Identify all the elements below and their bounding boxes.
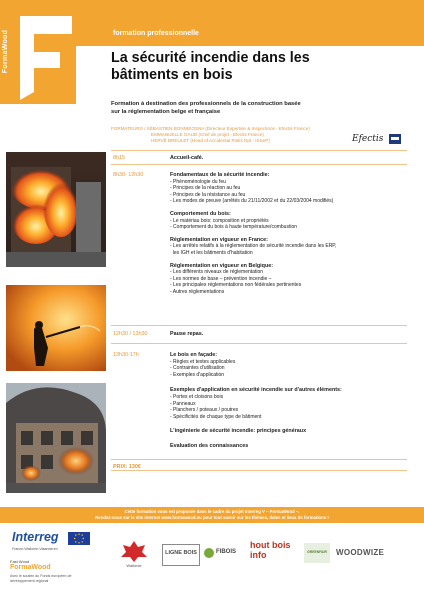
price: PRIX: 130€ <box>113 464 141 470</box>
block-item: - Les arrêtés relatifs à la réglementation de sécurité incendie dans les ERP, <box>170 243 337 250</box>
formawood-f-logo <box>0 0 76 104</box>
block-item: - Comportement du bois à haute température/combustion <box>170 224 298 231</box>
fw-logo-name: FormaWood <box>10 564 51 571</box>
hout-bois-text: hout bois info <box>250 540 291 560</box>
divider-1 <box>111 164 407 165</box>
schedule-time: 8h15 <box>113 155 125 161</box>
block-item: - Principes de la résistance au feu <box>170 191 246 198</box>
footer-band <box>0 507 424 523</box>
block-item: - Les différents niveaux de réglementation <box>170 269 264 276</box>
schedule-time: 12h30 / 13h30 <box>113 331 148 337</box>
footer-line-2: Rendez-vous sur le site internet www.formawood.eu pour tout savoir sur les thèmes, dates et lieux de formations ! <box>95 515 329 520</box>
photo-burning-building <box>6 383 106 493</box>
block-item: - Le matériau bois: composition et propriétés <box>170 217 269 224</box>
wallonie-logo <box>120 540 148 570</box>
block-heading: Réglementation en vigueur en France: <box>170 236 268 243</box>
page-title <box>111 50 411 84</box>
schedule-afternoon-content <box>170 352 400 450</box>
greenfair-logo <box>304 543 330 563</box>
block-item: - Les normes de base – prévention incendie – <box>170 275 272 282</box>
block-item: - Principes de la réaction au feu <box>170 185 241 192</box>
header-band <box>76 0 424 46</box>
block-heading: Comportement du bois: <box>170 210 231 217</box>
block-item: les IGH et les bâtiments d'habitation <box>170 249 253 256</box>
divider-top <box>111 150 407 151</box>
divider-2 <box>111 325 407 326</box>
block-heading: L'ingénierie de sécurité incendie: principes généraux <box>170 428 307 435</box>
footer-line-1: Cette formation vous est proposée dans le cadre du projet Interreg V – FormaWood –. <box>124 509 300 514</box>
subtitle <box>111 101 401 116</box>
trainer-3: HERVÉ BREULET (Head of Accidental Risks Dpt - ISSeP) <box>151 138 270 143</box>
block-item: - Exemples d'application <box>170 371 225 378</box>
photo-firefighter <box>6 285 106 371</box>
interreg-logo <box>12 530 92 560</box>
schedule-time: 8h30- 12h30 <box>113 172 144 178</box>
schedule-title: Pause repas. <box>170 331 204 337</box>
fw-logo-note: Avec le soutien du Fonds européen de développement régional <box>10 574 72 583</box>
woodwize-text: WOODWIZE <box>336 548 385 557</box>
schedule-time: 13h30-17h <box>113 352 139 358</box>
wallonie-label: Wallonie <box>126 563 142 568</box>
hout-bois-info-logo <box>250 540 294 564</box>
formawood-vertical-wordmark: FormaWood <box>2 29 9 73</box>
schedule-title: Accueil-café. <box>170 155 204 161</box>
block-heading: Fondamentaux de la sécurité incendie: <box>170 172 270 178</box>
formawood-logo-panel <box>0 0 76 104</box>
eu-flag-icon <box>68 532 90 545</box>
fw-logo-label: Fast Wood <box>10 559 30 564</box>
block-item: - Planchers / poteaux / poutres <box>170 407 239 414</box>
block-item: - Les modes de preuve (arrêtés du 21/11/2002 et du 22/03/2004 modifiés) <box>170 198 334 205</box>
photo-burning-facade <box>6 152 106 267</box>
block-heading: Evaluation des connaissances <box>170 442 249 449</box>
trainer-1: FORMATEURS / SÉBASTIEN BONNIEOSNA (Directeur Expertise & Inspections - Efectis France) <box>111 126 310 131</box>
fibois-text: FIBOIS <box>216 549 237 555</box>
title-line-1: La sécurité incendie dans les <box>111 50 310 66</box>
ligne-bois-text: LIGNE BOIS <box>165 550 197 556</box>
block-heading: Le bois en façade: <box>170 352 218 358</box>
efectis-logo-mark <box>389 134 401 144</box>
trainers-block <box>111 126 351 144</box>
block-item: - Spécificités de chaque type de bâtiment <box>170 413 262 420</box>
block-item: - Règles et textes applicables <box>170 358 236 365</box>
block-heading: Exemples d'application en sécurité incendie sur d'autres éléments: <box>170 387 342 394</box>
block-item: - Les principales réglementations non fédérales pertinentes <box>170 282 302 289</box>
block-heading: Réglementation en vigueur en Belgique: <box>170 262 274 269</box>
block-item: - Phénoménologie du feu <box>170 178 226 185</box>
subtitle-line-2: sur la réglementation belge et française <box>111 108 221 115</box>
title-line-2: bâtiments en bois <box>111 67 233 83</box>
trainer-2: EMMANUELLE GAUD (Chef de projet - Efectis France) <box>151 132 264 137</box>
woodwize-logo <box>336 548 398 560</box>
fibois-logo <box>204 546 238 562</box>
divider-5 <box>111 470 407 471</box>
block-item: - Autres réglementations <box>170 288 225 295</box>
divider-3 <box>111 343 407 344</box>
block-item: - Panneaux <box>170 400 196 407</box>
schedule-morning-content <box>170 172 400 296</box>
subtitle-line-1: Formation à destination des professionnels de la construction basée <box>111 101 301 107</box>
interreg-logo-text: Interreg <box>12 530 59 544</box>
ligne-bois-logo <box>162 544 200 566</box>
interreg-subtitle: France-Wallonie-Vlaanderen <box>12 547 58 551</box>
greenfair-text: GREENFAIR <box>307 550 327 554</box>
header-label: formation professionnelle <box>113 30 199 37</box>
efectis-logo-text: Efectis <box>352 134 384 144</box>
fibois-leaf-icon <box>204 548 214 558</box>
divider-4 <box>111 459 407 460</box>
block-item: - Contraintes d'utilisation <box>170 365 225 372</box>
efectis-logo <box>352 133 402 147</box>
formawood-footer-logo <box>10 559 100 595</box>
block-item: - Portes et cloisons bois <box>170 393 224 400</box>
